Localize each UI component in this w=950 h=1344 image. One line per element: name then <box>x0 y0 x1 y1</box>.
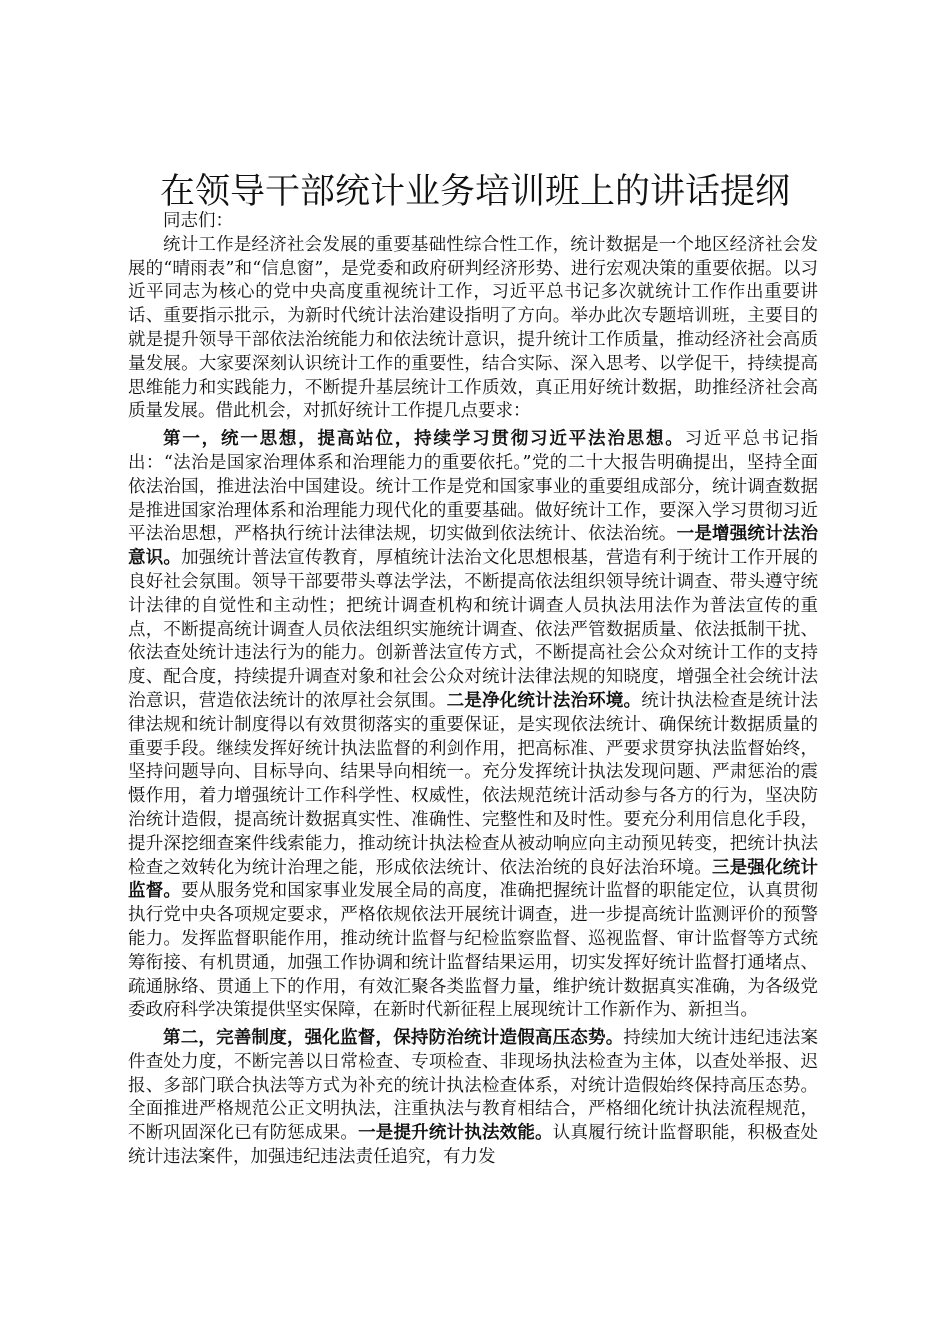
section1-point3-heading: 三是强化统计监督。 <box>128 857 819 902</box>
section1-point2-heading: 二是净化统计法治环境。 <box>446 690 642 711</box>
document-body <box>128 210 818 1170</box>
section1-paragraph <box>128 428 818 1023</box>
section1-point1-heading: 一是增强统计法治意识。 <box>128 524 819 569</box>
section1-text: 习近平总书记指出：“法治是国家治理体系和治理能力的重要依托。”党的二十大报告明确提出，坚持全面依法治国，推进法治中国建设。统计工作是党和国家事业的重要组成部分，统计调查数据是推进国家治理体系和治理能力现代化的重要基础。做好统计工作，要深入学习贯彻习近平法治思想，严格执行统计法律法规，切实做到依法统计、依法治统。 <box>128 429 819 545</box>
intro-paragraph: 统计工作是经济社会发展的重要基础性综合性工作，统计数据是一个地区经济社会发展的“晴雨表”和“信息窗”，是党委和政府研判经济形势、进行宏观决策的重要依据。以习近平同志为核心的党中央高度重视统计工作，习近平总书记多次就统计工作作出重要讲话、重要指示批示，为新时代统计法治建设指明了方向。举办此次专题培训班，主要目的就是提升领导干部依法治统能力和依法统计意识，提升统计工作质量，推动经济社会高质量发展。大家要深刻认识统计工作的重要性，结合实际、深入思考、以学促干，持续提高思维能力和实践能力，不断提升基层统计工作质效，真正用好统计数据，助推经济社会高质量发展。借此机会，对抓好统计工作提几点要求： <box>128 234 818 422</box>
section2-point1-text: 认真履行统计监督职能，积极查处统计违法案件，加强违纪违法责任追究，有力发 <box>128 1123 819 1168</box>
section1-heading: 第一，统一思想，提高站位，持续学习贯彻习近平法治思想。 <box>163 429 685 450</box>
section2-text: 持续加大统计违纪违法案件查处力度，不断完善以日常检查、专项检查、非现场执法检查为主体，以查处举报、迟报、多部门联合执法等方式为补充的统计执法检查体系，对统计造假始终保持高压态势。全面推进严格规范公正文明执法，注重执法与教育相结合，严格细化统计执法流程规范，不断巩固深化已有防惩成果。 <box>128 1028 819 1144</box>
section2-paragraph <box>128 1027 818 1170</box>
section2-point1-heading: 一是提升统计执法效能。 <box>358 1123 553 1144</box>
section1-point1-text: 加强统计普法宣传教育，厚植统计法治文化思想根基，营造有利于统计工作开展的良好社会氛围。领导干部要带头尊法学法，不断提高依法组织领导统计调查、带头遵守统计法律的自觉性和主动性；把统计调查机构和统计调查人员执法用法作为普法宣传的重点，不断提高统计调查人员依法组织实施统计调查、依法严管数据质量、依法抵制干扰、依法查处统计违法行为的能力。创新普法宣传方式，不断提高社会公众对统计工作的支持度、配合度，持续提升调查对象和社会公众对统计法律法规的知晓度，增强全社会统计法治意识，营造依法统计的浓厚社会氛围。 <box>128 548 818 711</box>
section1-point3-text: 要从服务党和国家事业发展全局的高度，准确把握统计监督的职能定位，认真贯彻执行党中央各项规定要求，严格依规依法开展统计调查，进一步提高统计监测评价的预警能力。发挥监督职能作用，推动统计监督与纪检监察监督、巡视监督、审计监督等方式统筹衔接、有机贯通，加强工作协调和统计监督结果运用，切实发挥好统计监督打通堵点、疏通脉络、贯通上下的作用，有效汇聚各类监督力量，维护统计数据真实准确，为各级党委政府科学决策提供坚实保障，在新时代新征程上展现统计工作新作为、新担当。 <box>128 881 818 1021</box>
document-title: 在领导干部统计业务培训班上的讲话提纲 <box>159 172 790 212</box>
greeting: 同志们： <box>163 211 233 231</box>
section2-heading: 第二，完善制度，强化监督，保持防治统计造假高压态势。 <box>163 1028 624 1049</box>
section1-point2-text: 统计执法检查是统计法律法规和统计制度得以有效贯彻落实的重要保证，是实现依法统计、确保统计数据质量的重要手段。继续发挥好统计执法监督的利剑作用，把高标准、严要求贯穿执法监督始终，坚持问题导向、目标导向、结果导向相统一。充分发挥统计执法发现问题、严肃惩治的震慑作用，着力增强统计工作科学性、权威性，依法规范统计活动参与各方的行为，坚决防治统计造假，提高统计数据真实性、准确性、完整性和及时性。要充分利用信息化手段，提升深挖细查案件线索能力，推动统计执法检查从被动响应向主动预见转变，把统计执法检查之效转化为统计治理之能，形成依法统计、依法治统的良好法治环境。 <box>128 690 819 878</box>
